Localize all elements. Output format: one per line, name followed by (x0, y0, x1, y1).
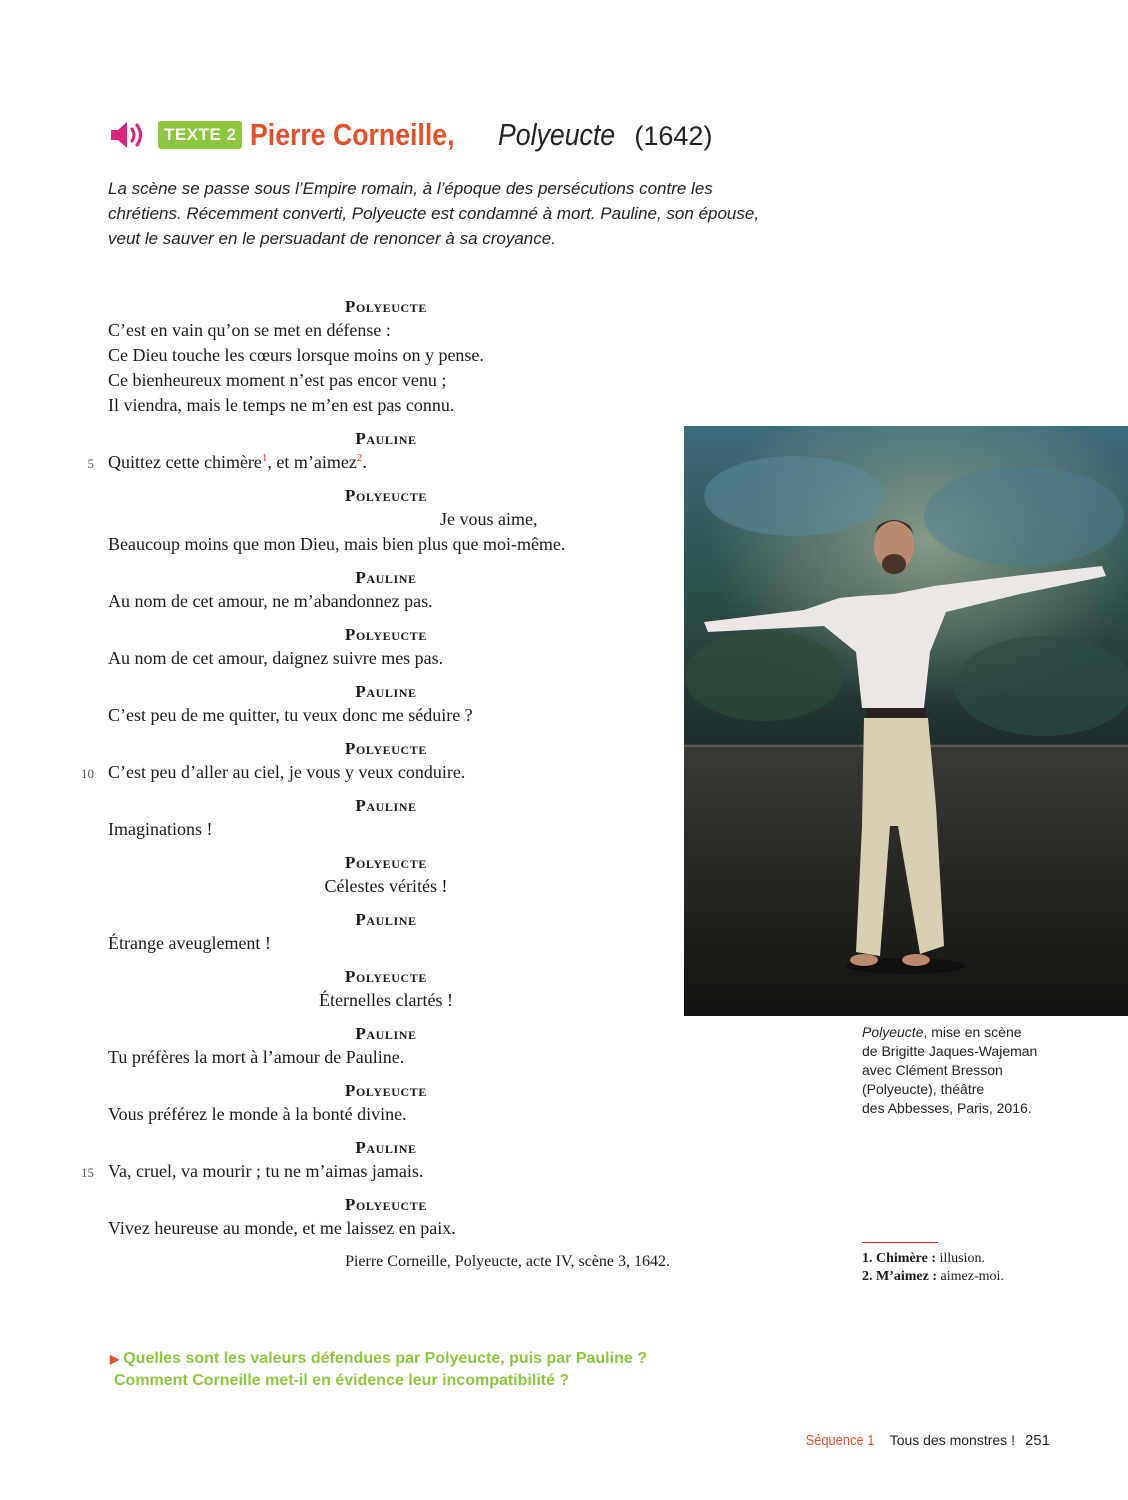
speaker-name: Polyeucte (344, 739, 428, 758)
question-line: Comment Corneille met-il en évidence leur incompatibilité ? (114, 1372, 570, 1389)
title-year: (1642) (634, 121, 713, 151)
footnote-divider (862, 1242, 938, 1243)
verse-line: Tu préfères la mort à l’amour de Pauline. (108, 1047, 405, 1067)
footnotes (862, 1250, 1102, 1286)
footnote-item: 2. M’aimez : aimez-moi. (862, 1269, 1004, 1284)
verse-line: Célestes vérités ! (324, 876, 448, 896)
triangle-arrow-icon: ▶ (110, 1352, 120, 1366)
speaker-name: Polyeucte (344, 1195, 428, 1214)
verse-line: Beaucoup moins que mon Dieu, mais bien plus que moi-même. (108, 534, 566, 554)
verse-line: Étrange aveuglement ! (108, 933, 271, 953)
speaker-name: Polyeucte (344, 486, 428, 505)
source-citation: Pierre Corneille, Polyeucte, acte IV, scène 3, 1642. (345, 1253, 670, 1270)
verse-line: 5 Quittez cette chimère$^1$, et m’aimez$^2$. (108, 450, 668, 475)
title-author: Pierre Corneille, (250, 117, 455, 152)
verse-line: Vivez heureuse au monde, et me laissez en paix. (108, 1218, 456, 1238)
footnote-ref[interactable]: 1 (261, 452, 268, 464)
speaker-name: Polyeucte (344, 625, 428, 644)
speaker-name: Pauline (355, 1138, 417, 1157)
speaker-icon[interactable] (108, 118, 150, 152)
play-text (81, 296, 670, 1273)
title-work: Polyeucte (498, 117, 616, 152)
footnote-ref[interactable]: 2 (356, 452, 363, 464)
speaker-name: Pauline (355, 1024, 417, 1043)
photo-caption: Polyeucte, mise en scène de Brigitte Jaques-Wajeman avec Clément Bresson (Polyeucte), théâtre des Abbesses, Paris, 2016. (862, 1024, 1038, 1116)
line-number: 15 (81, 1165, 94, 1180)
speaker-name: Pauline (355, 910, 417, 929)
speaker-name: Pauline (355, 429, 417, 448)
verse-line: 15 Va, cruel, va mourir ; tu ne m’aimas jamais. (108, 1159, 668, 1184)
verse-line: Vous préférez le monde à la bonté divine. (108, 1104, 407, 1124)
verse-line: Il viendra, mais le temps ne m’en est pas connu. (108, 395, 455, 415)
verse-line: Imaginations ! (108, 819, 213, 839)
texte-badge: TEXTE 2 (158, 121, 242, 149)
speaker-name: Pauline (355, 682, 417, 701)
question-line: Quelles sont les valeurs défendues par Polyeucte, puis par Pauline ? (123, 1350, 647, 1367)
verse-line: C’est en vain qu’on se met en défense : (108, 320, 391, 340)
verse-line: C’est peu de me quitter, tu veux donc me séduire ? (108, 705, 473, 725)
speaker-name: Polyeucte (344, 967, 428, 986)
line-number: 5 (87, 456, 94, 471)
verse-line: Au nom de cet amour, ne m’abandonnez pas. (108, 591, 433, 611)
speaker-name: Polyeucte (344, 853, 428, 872)
sequence-label: Séquence 1 (805, 1432, 875, 1449)
footnote-item: 1. Chimère : illusion. (862, 1251, 986, 1266)
line-number: 10 (81, 766, 94, 781)
question-block (110, 1348, 730, 1391)
page-number: 251 (1024, 1432, 1050, 1449)
speaker-name: Polyeucte (344, 297, 428, 316)
page-footer (800, 1432, 1050, 1449)
verse-line: Au nom de cet amour, daignez suivre mes pas. (108, 648, 444, 668)
verse-line: 10 C’est peu d’aller au ciel, je vous y veux conduire. (108, 760, 668, 785)
verse-line: Ce Dieu touche les cœurs lorsque moins on y pense. (108, 345, 484, 365)
verse-line: Éternelles clartés ! (319, 990, 453, 1010)
intro-paragraph: La scène se passe sous l’Empire romain, à l’époque des persécutions contre les chrétiens. Récemment converti, Polyeucte est condamné à mort. Pauline, son épouse, veut le sauver en le persuadant de renoncer à sa croyance. (108, 179, 760, 248)
sequence-title: Tous des monstres ! (889, 1432, 1015, 1448)
speaker-name: Polyeucte (344, 1081, 428, 1100)
stage-photo (684, 426, 1128, 1016)
speaker-name: Pauline (355, 568, 417, 587)
verse-line: Ce bienheureux moment n’est pas encor venu ; (108, 370, 447, 390)
verse-line: Je vous aime, (440, 509, 538, 529)
title-row (108, 112, 712, 158)
speaker-name: Pauline (355, 796, 417, 815)
